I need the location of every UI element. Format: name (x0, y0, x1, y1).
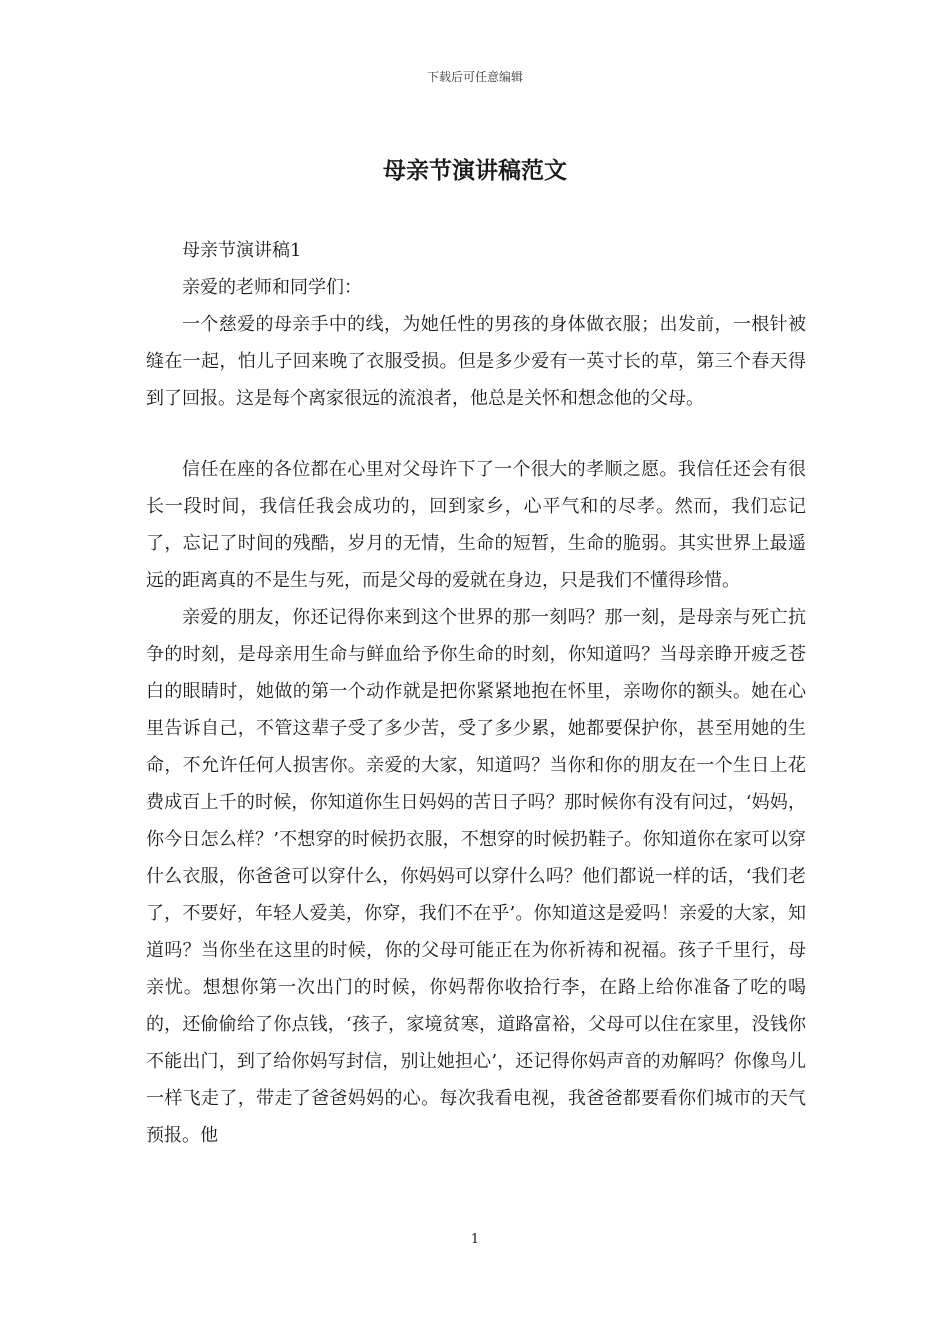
section-heading: 母亲节演讲稿1 (182, 240, 302, 261)
document-body (146, 232, 806, 1154)
page-header-note: 下载后可任意编辑 (426, 70, 523, 84)
document-title: 母亲节演讲稿范文 (383, 157, 567, 184)
salutation: 亲爱的老师和同学们： (182, 277, 362, 298)
body-paragraph: 亲爱的朋友，你还记得你来到这个世界的那一刻吗？那一刻，是母亲与死亡抗争的时刻，是母亲用生命与鲜血给予你生命的时刻，你知道吗？当母亲睁开疲乏苍白的眼睛时，她做的第一个动作就是把你紧紧地抱在怀里，亲吻你的额头。她在心里告诉自己，不管这辈子受了多少苦，受了多少累，她都要保护你，甚至用她的生命，不允许任何人损害你。亲爱的大家，知道吗？当你和你的朋友在一个生日上花费成百上千的时候，你知道你生日妈妈的苦日子吗？那时候你有没有问过，‘妈妈，你今日怎么样？’不想穿的时候扔衣服，不想穿的时候扔鞋子。你知道你在家可以穿什么衣服，你爸爸可以穿什么，你妈妈可以穿什么吗？他们都说一样的话，‘我们老了，不要好，年轻人爱美，你穿，我们不在乎’。你知道这是爱吗！亲爱的大家，知道吗？当你坐在这里的时候，你的父母可能正在为你祈祷和祝福。孩子千里行，母亲忧。想想你第一次出门的时候，你妈帮你收拾行李，在路上给你准备了吃的喝的，还偷偷给了你点钱，‘孩子，家境贫寒，道路富裕，父母可以住在家里，没钱你不能出门，到了给你妈写封信，别让她担心’，还记得你妈声音的劝解吗？你像鸟儿一样飞走了，带走了爸爸妈妈的心。每次我看电视，我爸爸都要看你们城市的天气预报。他 (146, 607, 806, 1146)
body-paragraph: 信任在座的各位都在心里对父母许下了一个很大的孝顺之愿。我信任还会有很长一段时间，我信任我会成功的，回到家乡，心平气和的尽孝。然而，我们忘记了，忘记了时间的残酷，岁月的无情，生命的短暂，生命的脆弱。其实世界上最遥远的距离真的不是生与死，而是父母的爱就在身边，只是我们不懂得珍惜。 (146, 459, 806, 591)
body-paragraph: 一个慈爱的母亲手中的线，为她任性的男孩的身体做衣服；出发前，一根针被缝在一起，怕儿子回来晚了衣服受损。但是多少爱有一英寸长的草，第三个春天得到了回报。这是每个离家很远的流浪者，他总是关怀和想念他的父母。 (146, 314, 806, 409)
page-number: 1 (470, 1232, 480, 1247)
